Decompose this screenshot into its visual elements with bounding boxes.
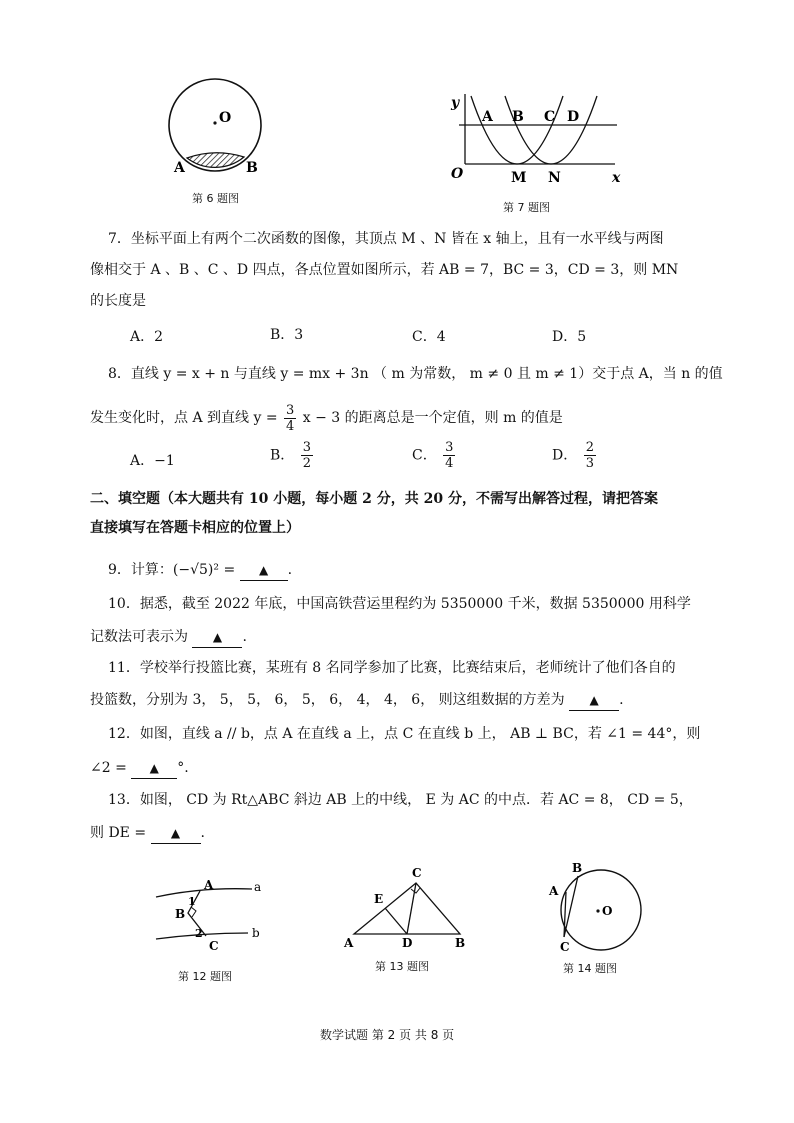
q12-line-2 <box>90 758 189 779</box>
fig13-segment-DE <box>385 908 407 934</box>
q12-end: °. <box>177 760 189 776</box>
q7-line-3: 的长度是 <box>90 293 146 309</box>
fig6-label-O: O <box>219 110 232 126</box>
fig13-label-E: E <box>374 892 384 906</box>
fig14-chord-BC <box>564 876 578 937</box>
fig6-shaded-segment <box>187 153 244 168</box>
fig12-label-b: b <box>252 926 260 940</box>
fig12-label-A: A <box>204 878 214 892</box>
q10-line-1: 10．据悉，截至 2022 年底，中国高铁营运里程约为 5350000 千米，数据 5350000 用科学 <box>108 596 691 612</box>
fig13-label-B: B <box>455 936 466 950</box>
fig13-label-D: D <box>402 936 413 950</box>
page-footer: 数学试题 第 2 页 共 8 页 <box>320 1028 455 1042</box>
q9-end: . <box>287 562 293 578</box>
q9-blank-mark: ▲ <box>259 563 269 577</box>
fig6-caption: 第 6 题图 <box>192 192 239 205</box>
q13-end: . <box>200 825 205 841</box>
q8-option-b-den: 2 <box>302 456 312 471</box>
fig12-caption: 第 12 题图 <box>178 970 232 983</box>
figure-12 <box>152 875 277 950</box>
q8-option-b <box>270 440 315 471</box>
fig12-label-2: 2 <box>195 927 203 940</box>
q8-option-b-frac <box>301 440 313 471</box>
fig7-label-C: C <box>544 109 556 125</box>
q7-option-a: A．2 <box>130 329 164 345</box>
figure-13 <box>340 865 475 950</box>
fig13-triangle-ABC <box>354 883 460 934</box>
fig7-parabola-left <box>471 96 563 164</box>
q11-line-2-text: 投篮数，分别为 3， 5， 5， 6， 5， 6， 4， 4， 6， 则这组数据的方差为 <box>90 692 565 708</box>
q11-line-1: 11．学校举行投篮比赛，某班有 8 名同学参加了比赛，比赛结束后，老师统计了他们各自的 <box>108 660 676 676</box>
fig14-caption: 第 14 题图 <box>563 962 617 975</box>
q8-frac-den: 4 <box>286 418 295 434</box>
fig14-label-C: C <box>560 940 570 954</box>
q10-blank-mark: ▲ <box>212 630 223 644</box>
q7-option-b: B．3 <box>270 327 304 343</box>
fig7-label-O: O <box>451 166 464 182</box>
q8-option-c-num: 3 <box>445 440 454 455</box>
figure-14 <box>540 855 650 955</box>
fig7-parabola-right <box>505 96 597 164</box>
fig7-label-D: D <box>567 109 580 125</box>
fig12-label-C: C <box>209 939 219 950</box>
section-2-heading-line-2: 直接填写在答题卡相应的位置上） <box>90 520 300 536</box>
q12-blank-mark: ▲ <box>149 761 159 775</box>
q8-line-2 <box>90 400 563 436</box>
fig6-label-A: A <box>174 160 185 176</box>
fig7-label-N: N <box>548 170 561 186</box>
fig7-caption: 第 7 题图 <box>503 201 550 214</box>
fig12-right-angle-mark <box>191 907 196 917</box>
fig7-label-A: A <box>482 109 493 125</box>
fig14-label-B: B <box>572 861 583 875</box>
q11-blank-mark: ▲ <box>589 693 599 707</box>
q8-option-c-den: 4 <box>445 456 454 471</box>
q8-option-b-num: 3 <box>302 440 312 455</box>
q13-line-1: 13．如图， CD 为 Rt△ABC 斜边 AB 上的中线， E 为 AC 的中点．若 AC = 8， CD = 5， <box>108 792 693 808</box>
q7-line-1: 7．坐标平面上有两个二次函数的图像，其顶点 M 、N 皆在 x 轴上，且有一水平线与两图 <box>108 231 664 247</box>
q13-blank-mark: ▲ <box>170 826 181 840</box>
fig13-caption: 第 13 题图 <box>375 960 429 973</box>
fig12-label-1: 1 <box>188 895 196 908</box>
fig14-label-A: A <box>549 884 559 898</box>
q10-line-2 <box>90 627 247 648</box>
q8-line-2-post: x − 3 的距离总是一个定值，则 m 的值是 <box>302 410 563 426</box>
q13-line-2-text: 则 DE = <box>90 825 147 841</box>
q11-line-2 <box>90 690 624 711</box>
q8-option-c <box>412 440 457 471</box>
q13-answer-blank <box>151 823 201 844</box>
q11-end: . <box>619 692 624 708</box>
fig14-circle <box>561 870 641 950</box>
q8-option-c-frac <box>443 440 455 471</box>
fig7-label-M: M <box>511 170 527 186</box>
q9-text: 9．计算：(−√5)² = <box>108 562 236 578</box>
fig13-segment-CD <box>407 883 416 934</box>
q8-option-d-num: 2 <box>585 440 594 455</box>
q8-fraction-3-4 <box>284 403 296 434</box>
q8-line-2-pre: 发生变化时，点 A 到直线 y = <box>90 410 278 426</box>
q8-option-d-frac <box>584 440 596 471</box>
q8-option-d <box>552 440 598 471</box>
q11-answer-blank <box>569 690 619 711</box>
fig14-label-O: O <box>602 904 613 918</box>
q12-line-2-text: ∠2 = <box>90 760 127 776</box>
fig7-label-B: B <box>512 109 524 125</box>
figure-6 <box>160 70 270 190</box>
q7-line-2: 像相交于 A 、B 、C 、D 四点，各点位置如图所示，若 AB = 7，BC = 3，CD = 3，则 MN <box>90 262 679 278</box>
fig13-label-C: C <box>412 866 422 880</box>
figure-7 <box>445 92 630 192</box>
q8-option-c-label: C． <box>412 447 437 464</box>
q9-answer-blank <box>240 560 288 581</box>
q9 <box>108 560 292 581</box>
q8-line-1: 8．直线 y = x + n 与直线 y = mx + 3n （ m 为常数， m ≠ 0 且 m ≠ 1）交于点 A，当 n 的值 <box>108 366 723 382</box>
fig12-label-B: B <box>175 907 186 921</box>
fig12-label-a: a <box>254 880 262 894</box>
q7-option-d: D．5 <box>552 329 587 345</box>
section-2-heading-line-1: 二、填空题（本大题共有 10 小题，每小题 2 分，共 20 分，不需写出解答过程，请把答案 <box>90 491 658 507</box>
q8-option-d-label: D． <box>552 447 578 464</box>
q10-end: . <box>242 629 247 645</box>
q12-answer-blank <box>131 758 177 779</box>
q10-answer-blank <box>192 627 242 648</box>
fig7-label-x: x <box>612 170 621 186</box>
q8-frac-num: 3 <box>286 402 295 418</box>
q13-line-2 <box>90 823 205 844</box>
q7-option-c: C．4 <box>412 329 446 345</box>
q8-option-a: A．−1 <box>130 453 175 469</box>
q8-option-d-den: 3 <box>585 456 594 471</box>
fig6-label-B: B <box>246 160 258 176</box>
q10-line-2-text: 记数法可表示为 <box>90 629 188 645</box>
q12-line-1: 12．如图，直线 a // b，点 A 在直线 a 上，点 C 在直线 b 上， AB ⊥ BC，若 ∠1 = 44°，则 <box>108 726 701 742</box>
q8-option-b-label: B． <box>270 447 295 464</box>
fig7-label-y: y <box>451 95 460 111</box>
fig13-label-A: A <box>344 936 354 950</box>
